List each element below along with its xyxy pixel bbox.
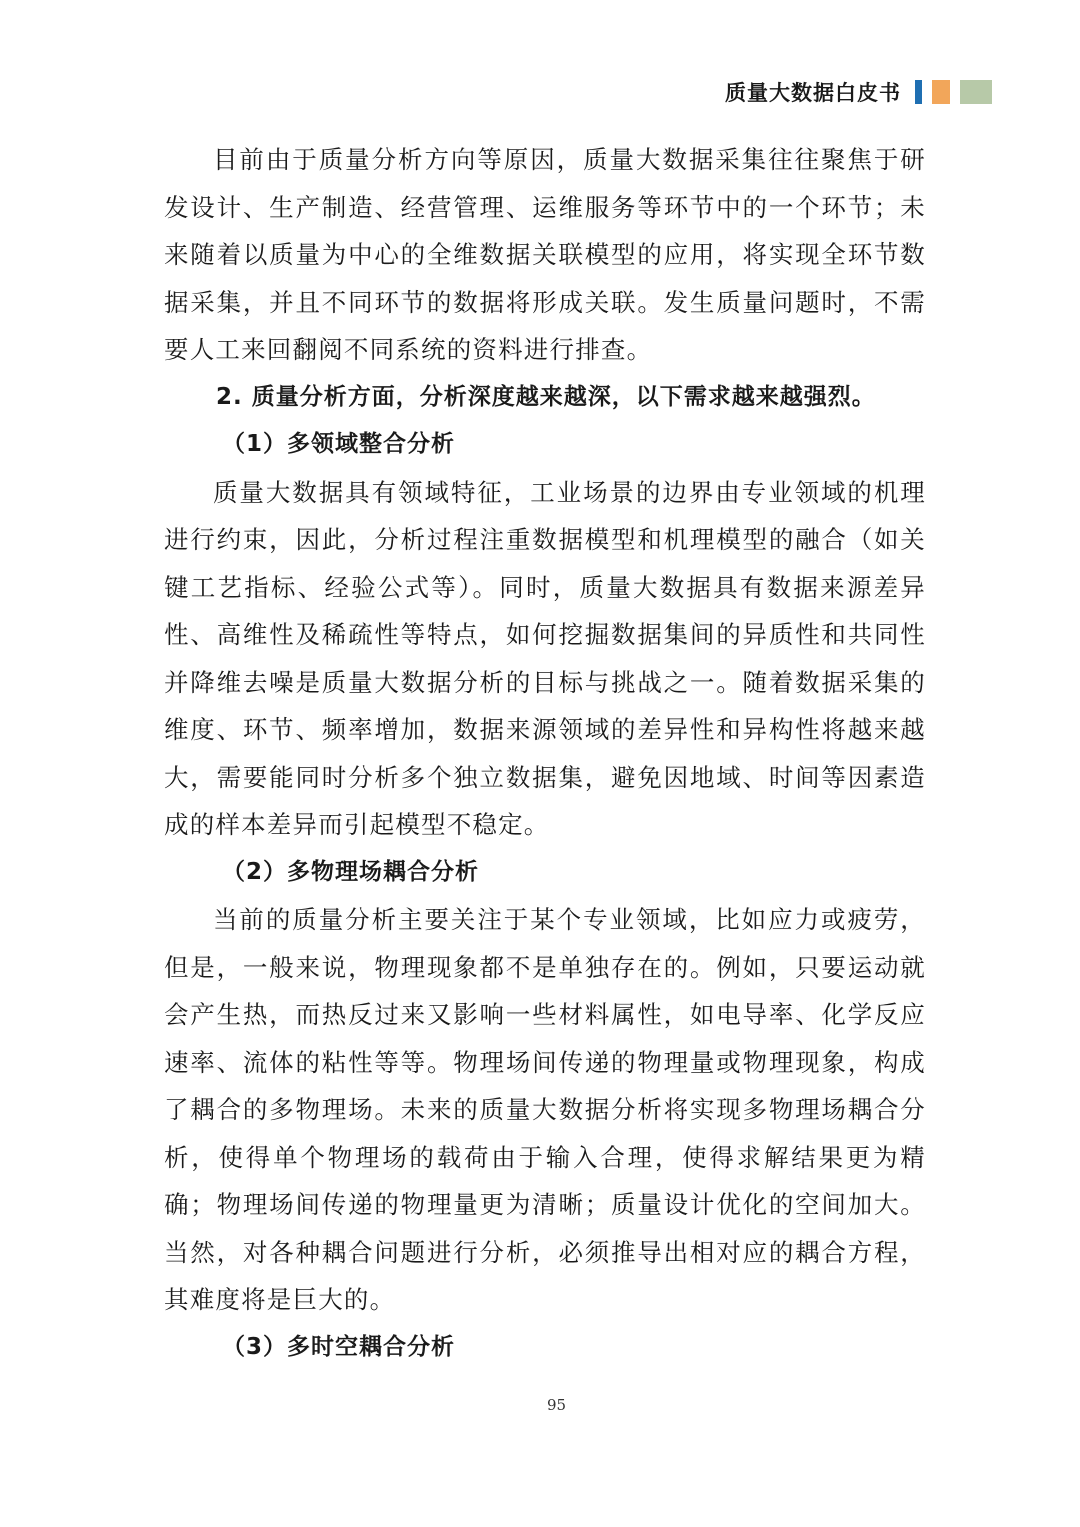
document-title: 质量大数据白皮书 (725, 81, 901, 105)
running-header (725, 78, 992, 106)
paragraph-multi-physics: 当前的质量分析主要关注于某个专业领域，比如应力或疲劳，但是，一般来说，物理现象都不是单独存在的。例如，只要运动就会产生热，而热反过来又影响一些材料属性，如电导率、化学反应速率、流体的粘性等等。物理场间传递的物理量或物理现象，构成了耦合的多物理场。未来的质量大数据分析将实现多物理场耦合分析，使得单个物理场的载荷由于输入合理，使得求解结果更为精确；物理场间传递的物理量更为清晰；质量设计优化的空间加大。当然，对各种耦合问题进行分析，必须推导出相对应的耦合方程，其难度将是巨大的。 (164, 905, 926, 1314)
subheading-multi-physics: （2）多物理场耦合分析 (222, 858, 480, 885)
paragraph-data-collection: 目前由于质量分析方向等原因，质量大数据采集往往聚焦于研发设计、生产制造、经营管理、运维服务等环节中的一个环节；未来随着以质量为中心的全维数据关联模型的应用，将实现全环节数据采集，并且不同环节的数据将形成关联。发生质量问题时，不需要人工来回翻阅不同系统的资料进行排查。 (164, 145, 926, 364)
subheading-multi-domain: （1）多领域整合分析 (222, 431, 456, 457)
paragraph-multi-domain: 质量大数据具有领域特征，工业场景的边界由专业领域的机理进行约束，因此，分析过程注重数据模型和机理模型的融合（如关键工艺指标、经验公式等）。同时，质量大数据具有数据来源差异性、高维性及稀疏性等特点，如何挖掘数据集间的异质性和共同性并降维去噪是质量大数据分析的目标与挑战之一。随着数据采集的维度、环节、频率增加，数据来源领域的差异性和异构性将越来越大，需要能同时分析多个独立数据集，避免因地域、时间等因素造成的样本差异而引起模型不稳定。 (164, 477, 926, 839)
header-orange-block (932, 80, 950, 104)
section-heading-quality-analysis: 2. 质量分析方面，分析深度越来越深，以下需求越来越强烈。 (216, 383, 876, 410)
header-green-block (960, 80, 992, 104)
header-blue-block (915, 80, 922, 104)
subheading-spatiotemporal: （3）多时空耦合分析 (222, 1333, 456, 1360)
page-number: 95 (546, 1396, 567, 1414)
page-body (164, 136, 926, 1371)
